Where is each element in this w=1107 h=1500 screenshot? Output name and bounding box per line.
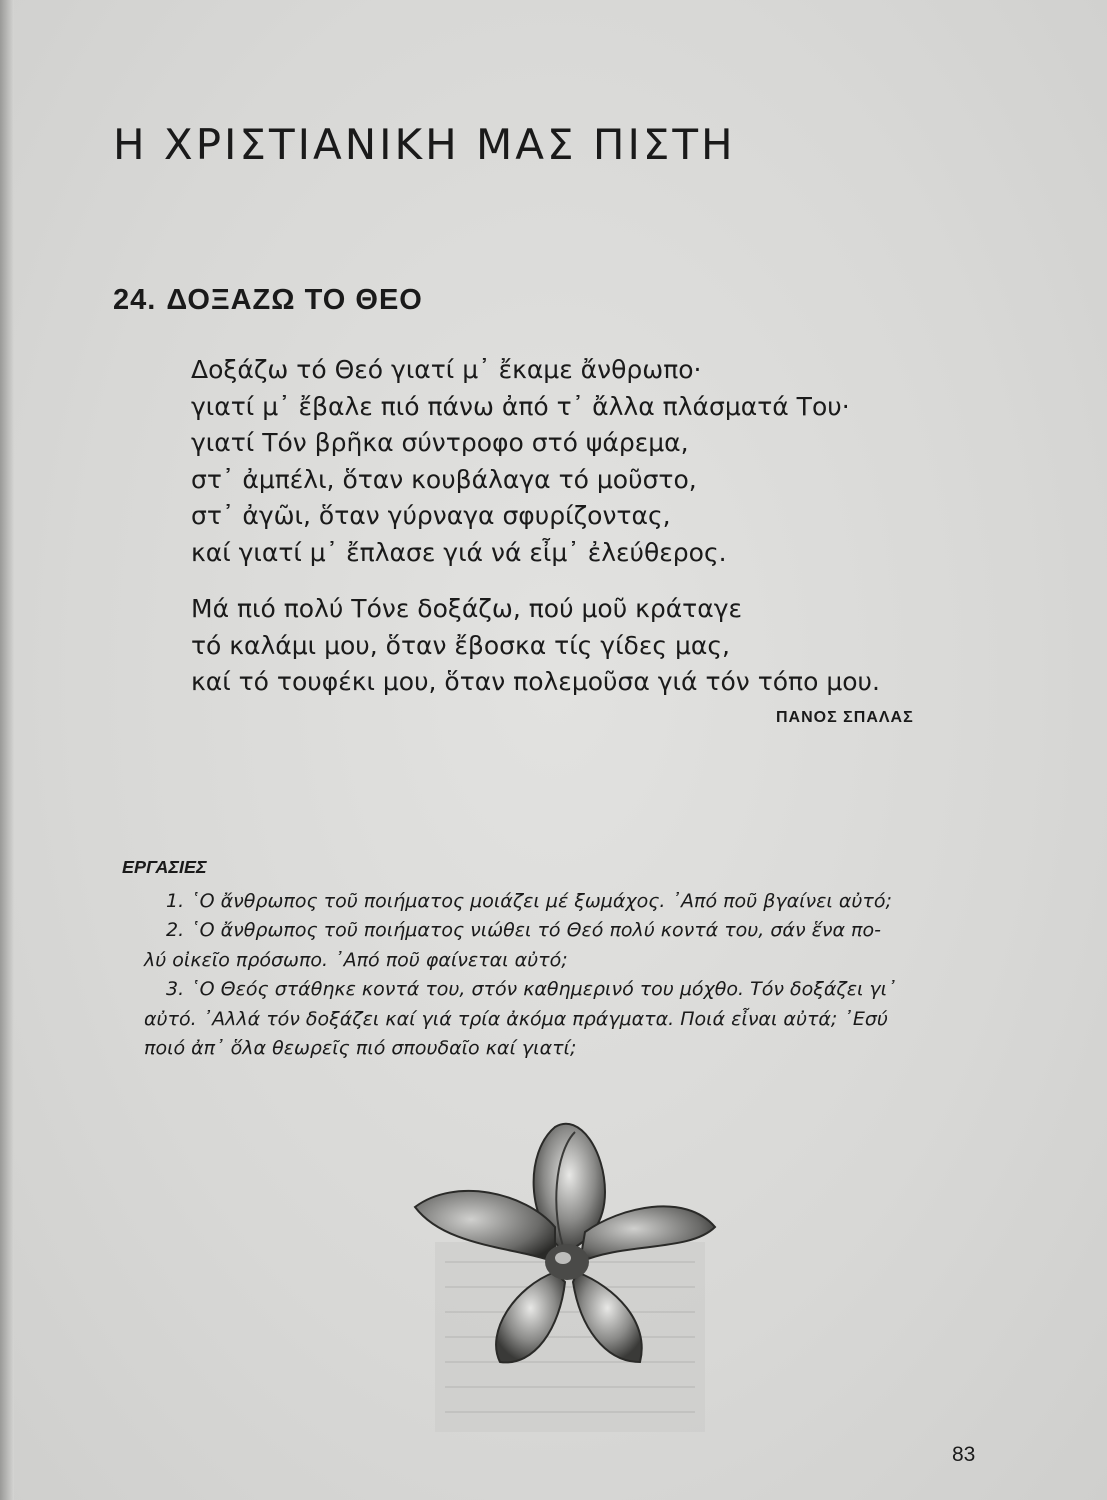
exercise-line: λύ οἰκεῖο πρόσωπο. ᾽Από ποῦ φαίνεται αὐτό; bbox=[144, 948, 568, 971]
poem-line: τό καλάμι μου, ὅταν ἔβοσκα τίς γίδες μας, bbox=[191, 630, 730, 660]
poem-line: καί τό τουφέκι μου, ὅταν πολεμοῦσα γιά τόν τόπο μου. bbox=[191, 667, 880, 696]
exercises-section bbox=[122, 853, 982, 1064]
exercise-line: 3. ῾Ο Θεός στάθηκε κοντά του, στόν καθημερινό του μόχθο. Τόν δοξάζει γι᾽ bbox=[166, 978, 897, 1000]
poem-line: Μά πιό πολύ Τόνε δοξάζω, πού μοῦ κράταγε bbox=[191, 594, 743, 623]
poem-stanza-2 bbox=[191, 591, 1011, 701]
binding-shadow bbox=[0, 0, 14, 1500]
flower-ornament-icon bbox=[405, 1112, 725, 1432]
section-title: Η ΧΡΙΣΤΙΑΝΙΚΗ ΜΑΣ ΠΙΣΤΗ bbox=[113, 120, 736, 169]
poem bbox=[191, 352, 1011, 701]
exercise-item-3 bbox=[122, 975, 982, 1064]
poem-line: καί γιατί μ᾽ ἔπλασε γιά νά εἶμ᾽ ἐλεύθερος. bbox=[191, 537, 727, 567]
exercise-line: αὐτό. ᾽Αλλά τόν δοξάζει καί γιά τρία ἀκόμα πράγματα. Ποιά εἶναι αὐτά; ᾽Εσύ bbox=[144, 1007, 888, 1030]
poem-stanza-1 bbox=[191, 352, 1011, 571]
poem-line: στ᾽ ἀγῶι, ὅταν γύρναγα σφυρίζοντας, bbox=[191, 501, 671, 530]
exercise-line: 1. ῾Ο ἄνθρωπος τοῦ ποιήματος μοιάζει μέ ξωμάχος. ᾽Από ποῦ βγαίνει αὐτό; bbox=[166, 889, 892, 912]
poem-line: στ᾽ ἀμπέλι, ὅταν κουβάλαγα τό μοῦστο, bbox=[191, 464, 697, 494]
poem-line: γιατί μ᾽ ἔβαλε πιό πάνω ἀπό τ᾽ ἄλλα πλάσματά Του· bbox=[191, 391, 850, 421]
exercises-heading: ΕΡΓΑΣΙΕΣ bbox=[122, 857, 207, 877]
poem-author: ΠΑΝΟΣ ΣΠΑΛΑΣ bbox=[776, 709, 914, 726]
poem-line: γιατί Τόν βρῆκα σύντροφο στό ψάρεμα, bbox=[191, 428, 689, 457]
lesson-number: 24. bbox=[113, 284, 157, 316]
lesson-title: ΔΟΞΑΖΩ ΤΟ ΘΕΟ bbox=[166, 284, 423, 316]
poem-line: Δοξάζω τό Θεό γιατί μ᾽ ἔκαμε ἄνθρωπο· bbox=[191, 355, 702, 384]
exercise-line: 2. ῾Ο ἄνθρωπος τοῦ ποιήματος νιώθει τό Θεό πολύ κοντά του, σάν ἕνα πο- bbox=[166, 919, 881, 941]
exercise-item-2 bbox=[122, 916, 982, 975]
exercise-line: ποιό ἀπ᾽ ὅλα θεωρεῖς πιό σπουδαῖο καί γιατί; bbox=[144, 1037, 577, 1059]
exercise-item-1 bbox=[122, 887, 982, 917]
lesson-heading bbox=[113, 284, 423, 317]
page-number: 83 bbox=[952, 1443, 976, 1466]
